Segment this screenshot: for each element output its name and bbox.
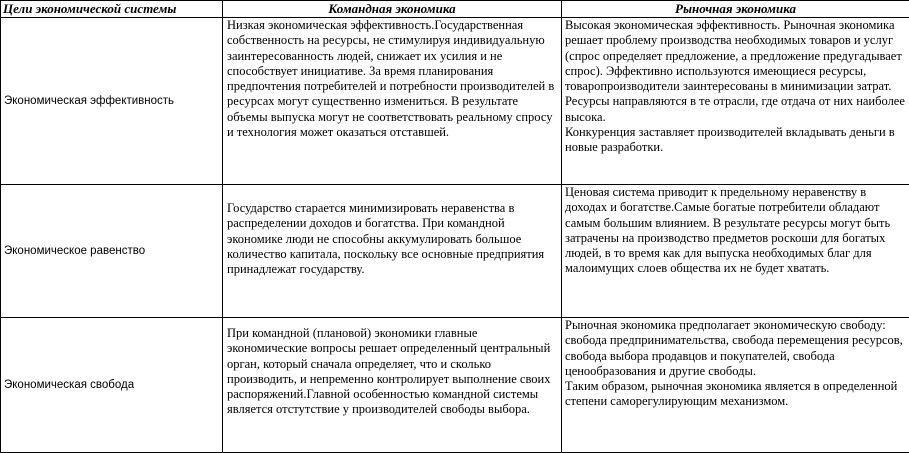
cell-paragraph: При командной (плановой) экономики главные экономические вопросы решает определенный центральный орган, который сначала определяет, что и сколько производить, и непременно контролирует выполнение своих распоряжений.Главной особенностью командной системы является отстутствие у производителей свободы выбора. <box>227 326 557 418</box>
command-cell <box>223 318 562 453</box>
cell-paragraph: Высокая экономическая эффективность. Рыночная экономика решает проблему производства необходимых товаров и услуг (спрос определяет предложение, а предложение предугадывает спрос). Эффективно используются имеющиеся ресурсы, товаропроизводители заинтересованы в минимизации затрат. Ресурсы направляются в те отрасли, где отдача от них наиболее высока. <box>565 18 905 125</box>
command-cell <box>223 185 562 318</box>
row-freedom <box>1 318 909 453</box>
goal-cell: Экономическая свобода <box>1 318 223 453</box>
goal-cell: Экономическая эффективность <box>1 18 223 185</box>
cell-paragraph: Государство старается минимизировать неравенства в распределении доходов и богатства. При командной экономике люди не способны аккумулировать большое количество капитала, поскольку все основные предприятия принадлежат государству. <box>227 201 557 277</box>
row-efficiency <box>1 18 909 185</box>
header-command-economy: Командная экономика <box>223 1 562 18</box>
cell-paragraph: Низкая экономическая эффективность.Государственная собственность на ресурсы, не стимулируя индивидуальную заинтересованность людей, снижает их усилия и не способствует инициативе. За время планирования предпочтения потребителей и потребности производителей в ресурсах могут существенно измениться. В результате объемы выпуска могут не соответствовать реальному спросу и технология может оказаться отставшей. <box>227 18 557 140</box>
cell-paragraph: Ценовая система приводит к предельному неравенству в доходах и богатстве.Самые богатые потребители обладают самым большим влиянием. В результате ресурсы могут быть затрачены на производство предметов роскоши для богатых людей, в то время как для выпуска необходимых благ для малоимущих слоев общества их не будет хватать. <box>565 185 905 277</box>
market-cell <box>562 18 909 185</box>
market-cell <box>562 318 909 453</box>
row-equality <box>1 185 909 318</box>
header-goals: Цели экономической системы <box>1 1 223 18</box>
command-cell <box>223 18 562 185</box>
header-market-economy: Рыночная экономика <box>562 1 909 18</box>
cell-paragraph: Рыночная экономика предполагает экономическую свободу: свобода предпринимательства, свобода перемещения ресурсов, свобода выбора продавцов и покупателей, свобода ценообразования и другие свободы. <box>565 318 905 379</box>
goal-cell: Экономическое равенство <box>1 185 223 318</box>
header-row <box>1 1 909 18</box>
cell-paragraph: Таким образом, рыночная экономика является в определенной степени саморегулирующим механизмом. <box>565 379 905 410</box>
cell-paragraph: Конкуренция заставляет производителей вкладывать деньги в новые разработки. <box>565 125 905 156</box>
market-cell <box>562 185 909 318</box>
